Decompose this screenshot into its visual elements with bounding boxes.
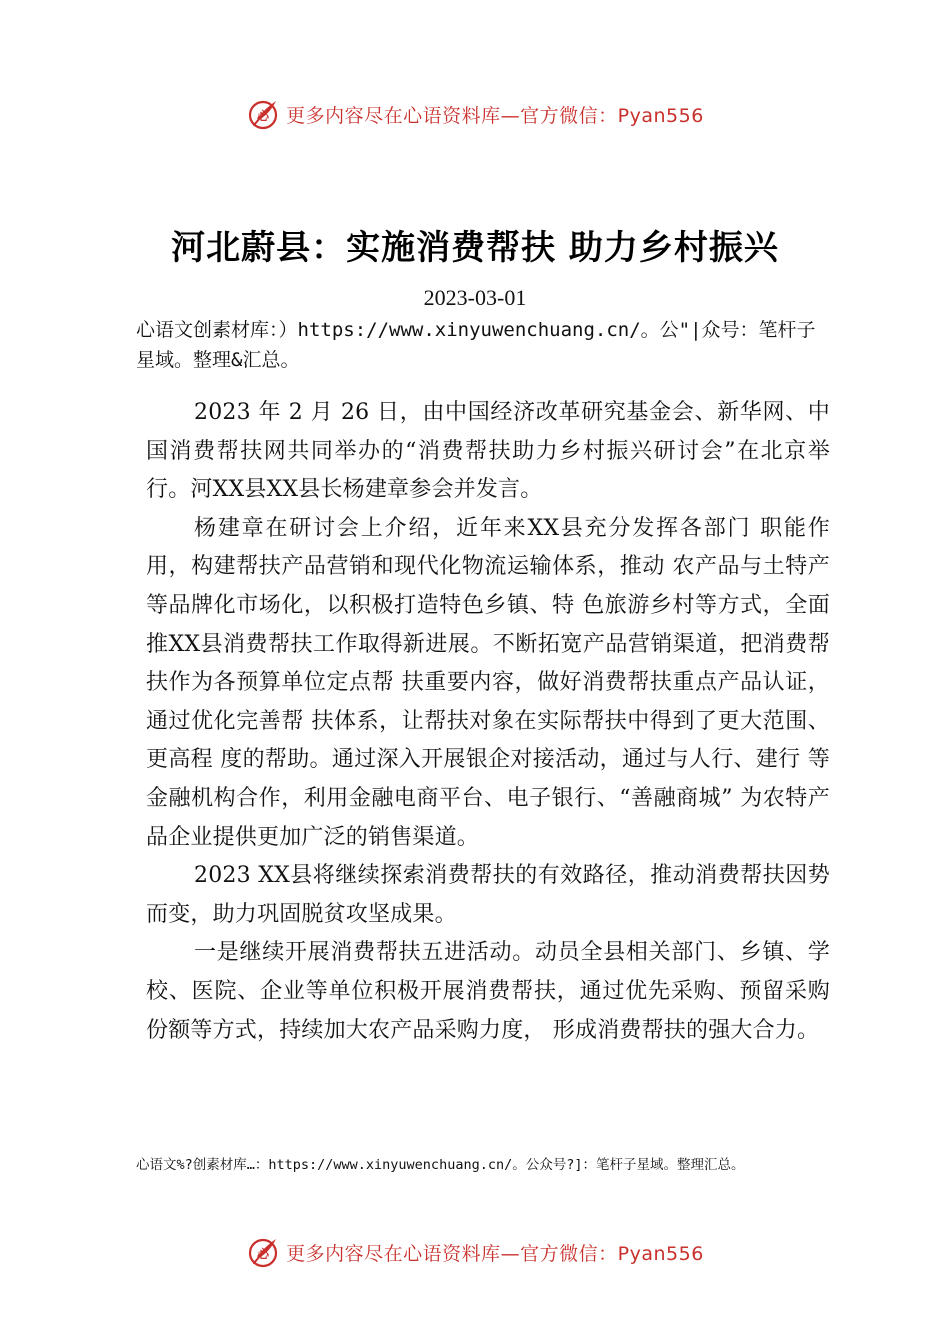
footer-banner-text: 更多内容尽在心语资料库—官方微信：Pyan556 <box>286 1242 704 1265</box>
svg-text:心: 心 <box>257 1247 270 1261</box>
paragraph: 一是继续开展消费帮扶五进活动。动员全县相关部门、乡镇、学校、医院、企业等单位积极开展消费帮扶，通过优先采购、预留采购份额等方式，持续加大农产品采购力度， 形成消费帮扶的强大合力。 <box>146 940 830 1043</box>
footnote: 心语文%?创素材库…：https://www.xinyuwenchuang.cn/。公众号?]：笔杆子星域。整理汇总。 <box>136 1157 745 1173</box>
quill-logo-icon <box>246 1234 282 1270</box>
quill-logo-icon <box>246 96 282 132</box>
svg-text:心: 心 <box>257 109 270 123</box>
article-date: 2023-03-01 <box>423 285 527 310</box>
header-banner-text: 更多内容尽在心语资料库—官方微信：Pyan556 <box>286 104 704 127</box>
article-body <box>146 394 830 1050</box>
article-title: 河北蔚县：实施消费帮扶 助力乡村振兴 <box>171 228 779 268</box>
header-banner <box>0 94 950 134</box>
source-line: 心语文创素材库：）https://www.xinyuwenchuang.cn/。公"|众号：笔杆子星域。整理&汇总。 <box>136 319 816 371</box>
footer-banner <box>0 1232 950 1272</box>
paragraph: 杨建章在研讨会上介绍，近年来XX县充分发挥各部门 职能作用，构建帮扶产品营销和现代化物流运输体系，推动 农产品与土特产等品牌化市场化，以积极打造特色乡镇、特 色旅游乡村等方式，全面推XX县消费帮扶工作取得新进展。不断拓宽产品营销渠道，把消费帮扶作为各预算单位定点帮 扶重要内容，做好消费帮扶重点产品认证，通过优化完善帮 扶体系，让帮扶对象在实际帮扶中得到了更大范围、更高程 度的帮助。通过深入开展银企对接活动，通过与人行、建行 等金融机构合作，利用金融电商平台、电子银行、“善融商城” 为农特产品企业提供更加广泛的销售渠道。 <box>146 515 830 850</box>
paragraph: 2023 年 2 月 26 日，由中国经济改革研究基金会、新华网、中国消费帮扶网共同举办的“消费帮扶助力乡村振兴研讨会”在北京举行。河XX县XX县长杨建章参会并发言。 <box>146 400 830 503</box>
paragraph: 2023 XX县将继续探索消费帮扶的有效路径，推动消费帮扶因势而变，助力巩固脱贫攻坚成果。 <box>146 863 830 927</box>
